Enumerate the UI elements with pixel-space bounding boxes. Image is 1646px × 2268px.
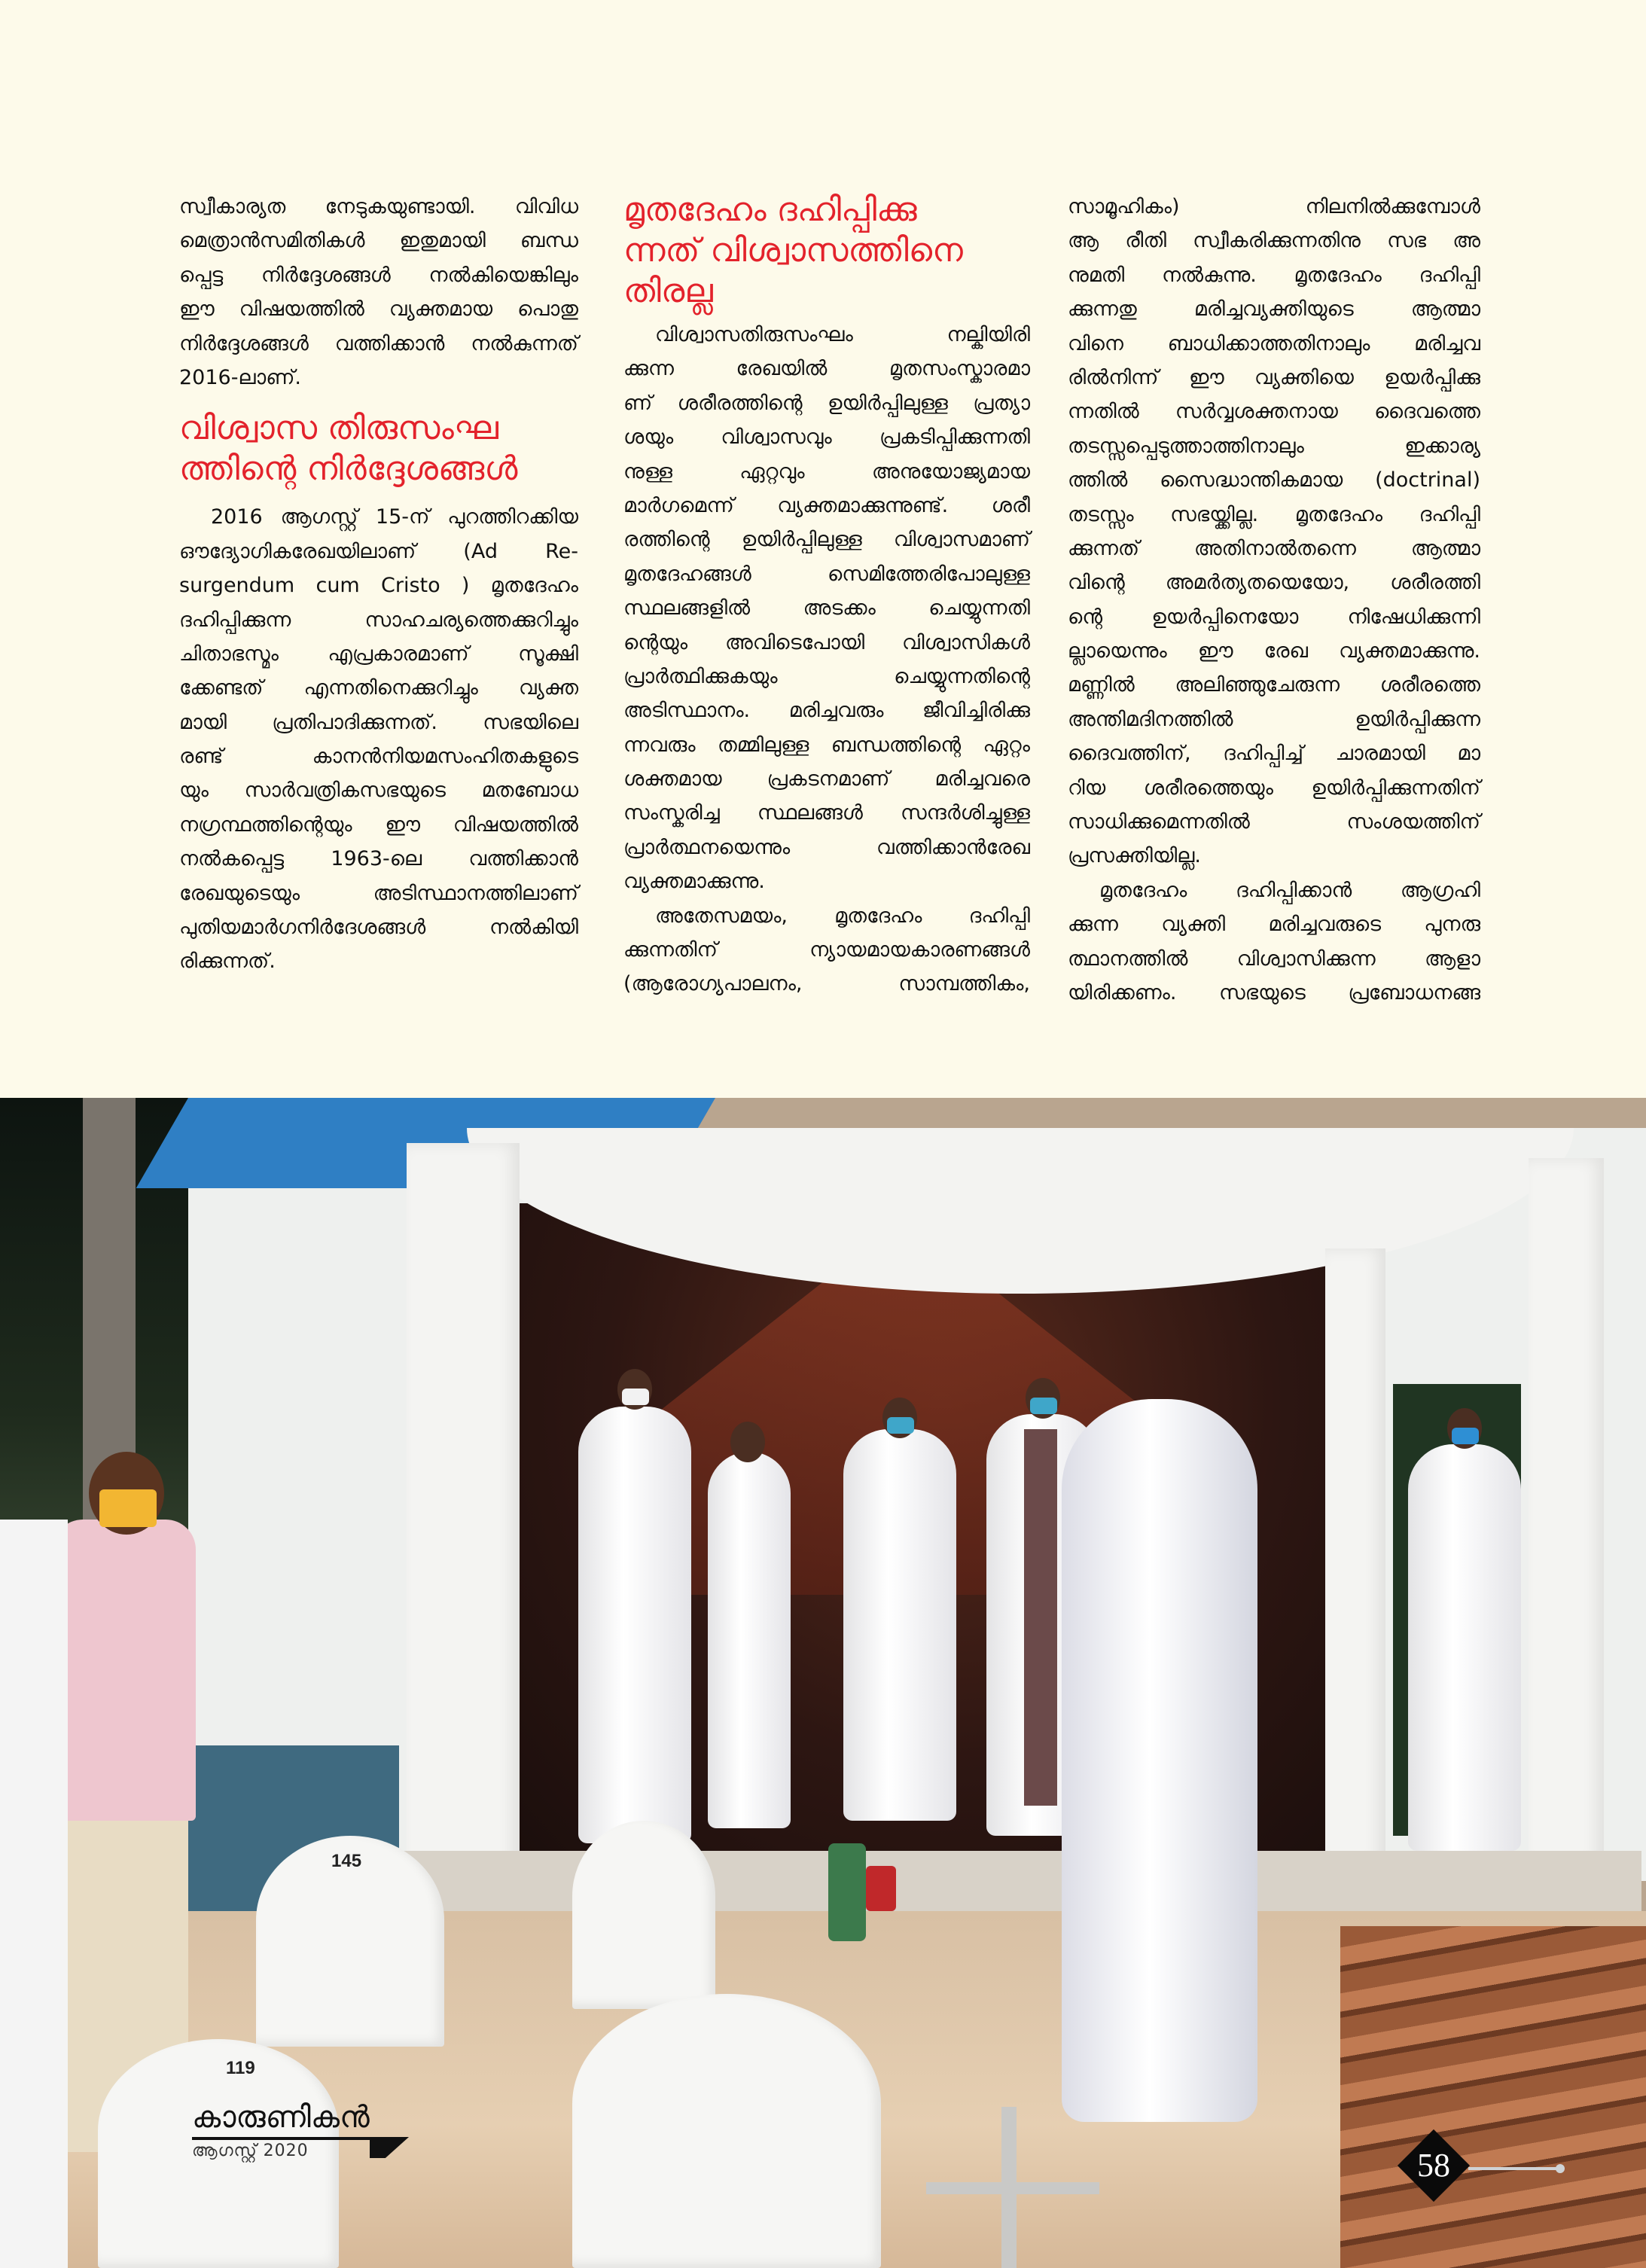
article-column-3 <box>1068 190 1480 1010</box>
text-line: പ്രാർത്ഥിക്കുകയും ചെയ്യുന്നതിന്റെ <box>623 664 1030 688</box>
heading-line: മൃതദേഹം ദഹിപ്പിക്കു <box>623 191 917 229</box>
issue-date: ആഗസ്റ്റ് 2020 <box>192 2141 309 2160</box>
pump-motor <box>866 1866 896 1911</box>
section-heading-guidelines <box>179 408 578 489</box>
face-mask <box>1030 1398 1057 1414</box>
official-shirt <box>53 1520 196 1821</box>
text-line: മൃതദേഹങ്ങൾ സെമിത്തേരിപോലുള്ള <box>623 562 1030 586</box>
magazine-branding <box>192 2101 433 2161</box>
text-line: ക്കേണ്ടത് എന്നതിനെക്കുറിച്ചും വ്യക്ത <box>179 676 578 700</box>
text-line: യിരിക്കണം. സഭയുടെ പ്രബോധനങ്ങ <box>1068 980 1480 1004</box>
text-line: ഈ വിഷയത്തിൽ വ്യക്തമായ പൊതു <box>179 297 578 322</box>
text-line: മണ്ണിൽ അലിഞ്ഞുചേരുന്ന ശരീരത്തെ <box>1068 673 1480 697</box>
grave-number: 145 <box>331 1851 362 1871</box>
article-column-2 <box>623 190 1030 1001</box>
text-line: മൃതദേഹം ദഹിപ്പിക്കാൻ ആഗ്രഹി <box>1099 878 1480 902</box>
priest-head <box>730 1422 765 1462</box>
text-line: രിക്കുന്നത്. <box>179 950 276 974</box>
article-text-area <box>0 0 1646 1098</box>
text-line: രിൽനിന്ന് ഈ വ്യക്തിയെ ഉയർപ്പിക്കു <box>1068 365 1480 389</box>
text-line: ന്നവരും തമ്മിലുള്ള ബന്ധത്തിന്റെ ഏറ്റം <box>623 733 1030 757</box>
priest-figure <box>1408 1444 1521 1851</box>
text-line: മായി പ്രതിപാദിക്കുന്നത്. സഭയിലെ <box>179 710 578 734</box>
column3-para2 <box>1068 873 1480 1011</box>
text-line: ത്തിൽ സൈദ്ധാന്തികമായ (doctrinal) <box>1068 468 1480 492</box>
section-heading-cremation <box>623 190 1030 312</box>
priest-figure <box>708 1452 791 1828</box>
text-line: 2016-ലാണ്. <box>179 365 302 389</box>
heading-line: ന്നത് വിശ്വാസത്തിനെ <box>623 231 963 270</box>
text-line: ദൈവത്തിന്, ദഹിപ്പിച്ച് ചാരമായി മാ <box>1068 742 1480 766</box>
text-line: വിന്റെ അമർത്യതയെയോ, ശരീരത്തി <box>1068 571 1480 595</box>
text-line: സ്വീകാര്യത നേടുകയുണ്ടായി. വിവിധ <box>179 195 578 218</box>
page-number-badge <box>1402 2132 1583 2208</box>
text-line: ക്കുന്നത് അതിനാൽതന്നെ ആത്മാ <box>1068 536 1480 560</box>
text-line: ശക്തമായ പ്രകടനമാണ് മരിച്ചവരെ <box>623 767 1030 791</box>
pillar <box>407 1143 520 1881</box>
text-line: രത്തിന്റെ ഉയിർപ്പിലുള്ള വിശ്വാസമാണ് <box>623 528 1030 552</box>
text-line: പ്രസക്തിയില്ല. <box>1068 844 1201 868</box>
text-line: 2016 ആഗസ്റ്റ് 15-ന് പുറത്തിറക്കിയ <box>211 505 578 529</box>
text-line: ത്ഥാനത്തിൽ വിശ്വാസിക്കുന്ന ആളാ <box>1068 947 1480 971</box>
person-in-ppe-suit <box>1062 1399 1257 2122</box>
brand-flag-icon <box>370 2137 409 2158</box>
text-line: സംസ്കരിച്ച സ്ഥലങ്ങൾ സന്ദർശിച്ചുള്ള <box>623 801 1030 825</box>
heading-line: തിരല്ല <box>623 272 713 310</box>
text-line: ഔദ്യോഗികരേഖയിലാണ് (Ad Re- <box>179 539 578 563</box>
text-line: സാധിക്കുമെന്നതിൽ സംശയത്തിന് <box>1068 810 1480 834</box>
text-line: ആ രീതി സ്വീകരിക്കുന്നതിനു സഭ അ <box>1068 229 1480 253</box>
water-pump <box>828 1843 866 1941</box>
text-line: ന്റെയും അവിടെപോയി വിശ്വാസികൾ <box>623 630 1030 654</box>
text-line: റിയ ശരീരത്തെയും ഉയിർപ്പിക്കുന്നതിന് <box>1068 776 1480 800</box>
text-line: പുതിയമാർഗനിർദേശങ്ങൾ നൽകിയി <box>179 916 578 940</box>
text-line: മാർഗമെന്ന് വ്യക്തമാക്കുന്നുണ്ട്. ശരീ <box>623 493 1030 517</box>
text-line: ദഹിപ്പിക്കുന്ന സാഹചര്യത്തെക്കുറിച്ചും <box>179 608 578 632</box>
purple-stole <box>1024 1429 1057 1806</box>
text-line: ക്കുന്ന വ്യക്തി മരിച്ചവരുടെ പുനരു <box>1068 913 1480 937</box>
column2-para2 <box>623 899 1030 1001</box>
priest-figure <box>843 1429 956 1821</box>
text-line: ണ് ശരീരത്തിന്റെ ഉയിർപ്പിലുള്ള പ്രത്യാ <box>623 391 1030 415</box>
text-line: മെത്രാൻസമിതികൾ ഇതുമായി ബന്ധ <box>179 229 578 253</box>
text-line: നൽകപ്പെട്ട 1963-ലെ വത്തിക്കാൻ <box>179 847 578 871</box>
text-line: ക്കുന്നതിന് ന്യായമായകാരണങ്ങൾ <box>623 938 1030 962</box>
pillar <box>1529 1158 1604 1866</box>
text-line: രേഖയുടെയും അടിസ്ഥാനത്തിലാണ് <box>179 881 578 905</box>
dot-icon <box>1556 2164 1565 2173</box>
text-line: നുമതി നൽകുന്നു. മൃതദേഹം ദഹിപ്പി <box>1068 263 1480 287</box>
cross <box>926 2182 1099 2194</box>
text-line: വിശ്വാസതിരുസംഘം നല്കിയിരി <box>655 323 1030 346</box>
text-line: അന്തിമദിനത്തിൽ ഉയിർപ്പിക്കുന്ന <box>1068 707 1480 731</box>
text-line: അടിസ്ഥാനം. മരിച്ചവരും ജീവിച്ചിരിക്കു <box>623 699 1030 723</box>
face-mask <box>1452 1428 1479 1444</box>
text-line: നിർദ്ദേശങ്ങൾ വത്തിക്കാൻ നൽകുന്നത് <box>179 331 578 355</box>
text-line: സാമൂഹികം) നിലനിൽക്കുമ്പോൾ <box>1068 195 1480 218</box>
face-mask <box>887 1417 914 1434</box>
text-line: ന്റെ ഉയർപ്പിനെയോ നിഷേധിക്കുന്നി <box>1068 605 1480 629</box>
person-edge-left <box>0 1520 68 2268</box>
page-rule <box>1468 2167 1559 2170</box>
grave-marker <box>572 1994 881 2268</box>
column3-para1 <box>1068 190 1480 873</box>
heading-line: ത്തിന്റെ നിർദ്ദേശങ്ങൾ <box>179 450 518 489</box>
grave-number: 119 <box>226 2058 255 2078</box>
text-line: നഗ്രന്ഥത്തിന്റെയും ഈ വിഷയത്തിൽ <box>179 812 578 837</box>
face-mask <box>622 1389 649 1405</box>
text-line: യും സാർവത്രികസഭയുടെ മതബോധ <box>179 779 578 803</box>
article-column-1 <box>179 190 578 979</box>
text-line: ശയും വിശ്വാസവും പ്രകടിപ്പിക്കുന്നതി <box>623 425 1030 450</box>
firewood-pyre <box>1340 1926 1646 2268</box>
text-line: പ്രാർത്ഥനയെന്നും വത്തിക്കാൻരേഖ <box>623 835 1030 859</box>
text-line: ചിതാഭസ്മം എപ്രകാരമാണ് സൂക്ഷി <box>179 642 578 666</box>
column1-intro <box>179 190 578 395</box>
brand-rule <box>192 2137 385 2140</box>
text-line: തടസ്സപ്പെടുത്താത്തിനാലും ഇക്കാര്യ <box>1068 434 1480 458</box>
face-mask <box>99 1489 157 1527</box>
grave-marker <box>572 1821 715 2009</box>
magazine-name: കാരുണികൻ <box>192 2100 370 2135</box>
text-line: വിനെ ബാധിക്കാത്തതിനാലും മരിച്ചവ <box>1068 331 1480 355</box>
column2-para1 <box>623 318 1030 899</box>
text-line: അതേസമയം, മൃതദേഹം ദഹിപ്പി <box>655 904 1030 928</box>
text-line: നുള്ള ഏറ്റവും അനുയോജ്യമായ <box>623 459 1030 483</box>
pillar <box>1325 1248 1385 1866</box>
text-line: ക്കുന്ന രേഖയിൽ മൃതസംസ്കാരമാ <box>623 357 1030 381</box>
priest-figure <box>578 1407 691 1843</box>
text-line: തടസ്സം സഭയ്ക്കില്ല. മൃതദേഹം ദഹിപ്പി <box>1068 502 1480 526</box>
funeral-photo <box>0 1098 1646 2268</box>
text-line: ക്കുന്നതു മരിച്ചവ്യക്തിയുടെ ആത്മാ <box>1068 297 1480 322</box>
page-number: 58 <box>1417 2147 1450 2184</box>
text-line: പ്പെട്ട നിർദ്ദേശങ്ങൾ നൽകിയെങ്കിലും <box>179 263 578 287</box>
column1-body <box>179 500 578 978</box>
text-line: വ്യക്തമാക്കുന്നു. <box>623 870 765 894</box>
text-line: സ്ഥലങ്ങളിൽ അടക്കം ചെയ്യുന്നതി <box>623 596 1030 620</box>
text-line: surgendum cum Cristo ) മൃതദേഹം <box>179 574 578 598</box>
text-line: ല്ലായെന്നും ഈ രേഖ വ്യക്തമാക്കുന്നു. <box>1068 639 1480 663</box>
text-line: (ആരോഗ്യപാലനം, സാമ്പത്തികം, <box>623 972 1030 996</box>
text-line: രണ്ട് കാനൻനിയമസംഹിതകളുടെ <box>179 745 578 769</box>
text-line: ന്നതിൽ സർവ്വശക്തനായ ദൈവത്തെ <box>1068 400 1480 424</box>
heading-line: വിശ്വാസ തിരുസംഘ <box>179 409 498 448</box>
